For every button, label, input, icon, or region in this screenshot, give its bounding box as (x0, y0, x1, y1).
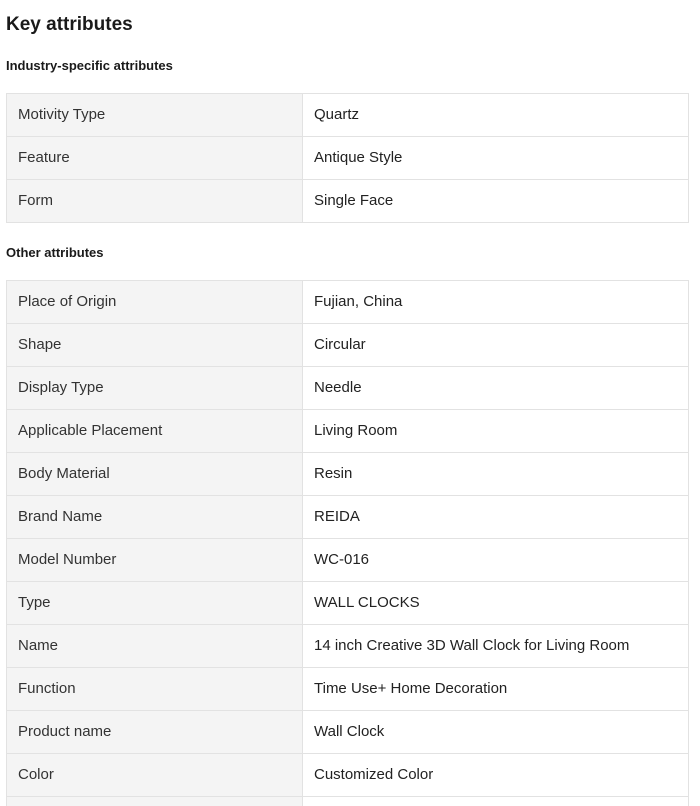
attribute-key: Brand Name (7, 496, 303, 539)
attribute-key: Shape (7, 324, 303, 367)
attribute-value: Circular (303, 324, 689, 367)
attribute-value (303, 797, 689, 806)
attribute-value: WALL CLOCKS (303, 582, 689, 625)
table-row (7, 711, 689, 754)
attribute-value: WC-016 (303, 539, 689, 582)
attribute-value: Living Room (303, 410, 689, 453)
attribute-value: Customized Color (303, 754, 689, 797)
table-row (7, 281, 689, 324)
table-row (7, 180, 689, 223)
table-row (7, 496, 689, 539)
attribute-key: Motivity Type (7, 94, 303, 137)
table-row (7, 94, 689, 137)
attribute-value: Resin (303, 453, 689, 496)
attribute-value: Needle (303, 367, 689, 410)
attribute-value: Fujian, China (303, 281, 689, 324)
attribute-value: Wall Clock (303, 711, 689, 754)
table-row (7, 539, 689, 582)
attribute-key: Applicable Placement (7, 410, 303, 453)
table-row (7, 754, 689, 797)
attribute-key (7, 797, 303, 806)
attribute-key: Feature (7, 137, 303, 180)
attribute-key: Model Number (7, 539, 303, 582)
attribute-key: Display Type (7, 367, 303, 410)
table-row (7, 137, 689, 180)
table-row (7, 797, 689, 806)
industry-attributes-table (6, 93, 689, 223)
other-attributes-table (6, 280, 689, 806)
table-row (7, 582, 689, 625)
attribute-key: Product name (7, 711, 303, 754)
table-row (7, 625, 689, 668)
page-title: Key attributes (6, 14, 133, 35)
attribute-key: Place of Origin (7, 281, 303, 324)
attribute-key: Name (7, 625, 303, 668)
table-row (7, 410, 689, 453)
table-row (7, 668, 689, 711)
attribute-value: REIDA (303, 496, 689, 539)
attribute-key: Body Material (7, 453, 303, 496)
industry-attributes-title: Industry-specific attributes (6, 58, 173, 73)
attribute-value: Antique Style (303, 137, 689, 180)
table-row (7, 367, 689, 410)
other-attributes-title: Other attributes (6, 245, 104, 260)
attribute-value: Quartz (303, 94, 689, 137)
table-row (7, 324, 689, 367)
attribute-key: Function (7, 668, 303, 711)
attribute-key: Form (7, 180, 303, 223)
attribute-value: Time Use+ Home Decoration (303, 668, 689, 711)
attribute-value: 14 inch Creative 3D Wall Clock for Living Room (303, 625, 689, 668)
attribute-key: Color (7, 754, 303, 797)
attribute-key: Type (7, 582, 303, 625)
table-row (7, 453, 689, 496)
attribute-value: Single Face (303, 180, 689, 223)
